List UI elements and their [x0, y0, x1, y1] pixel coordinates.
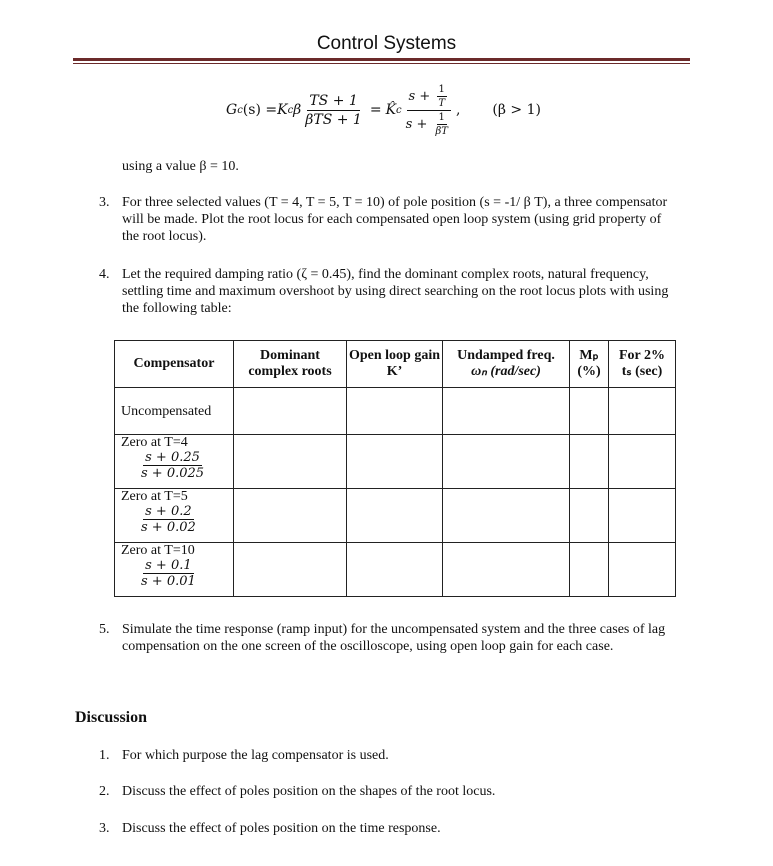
- cell-empty: [609, 388, 676, 435]
- row-t4-label: Zero at T=4: [121, 435, 188, 450]
- th-dominant: Dominant complex roots: [234, 341, 347, 388]
- eq-khat-sub: c: [396, 104, 402, 116]
- row-t10-den: s + 0.01: [141, 574, 196, 589]
- cell-empty: [443, 489, 570, 543]
- eq-comma: ,: [455, 102, 461, 118]
- table-header-row: [115, 341, 676, 388]
- header-rule-thick: [73, 58, 690, 61]
- row-t4-num: s + 0.25: [145, 450, 200, 465]
- eq-beta: β: [293, 102, 302, 118]
- th-ts-label: For 2%: [618, 348, 665, 363]
- th-mp: [570, 341, 609, 388]
- item-3-text: For three selected values (T = 4, T = 5, T = 10) of pole position (s = -1/ β T), a three compensator will be made. Plot the root locus for each compensated open loop system (using grid property of the root locus).: [122, 195, 668, 244]
- cell-empty: [570, 388, 609, 435]
- table-row: [115, 489, 676, 543]
- table-row: [115, 388, 676, 435]
- cell-empty: [234, 543, 347, 597]
- discussion-title: Discussion: [75, 709, 148, 726]
- item-5-number: 5.: [99, 622, 110, 637]
- th-compensator: Compensator: [115, 341, 234, 388]
- cell-empty: [347, 388, 443, 435]
- item-4-number: 4.: [99, 267, 110, 282]
- row-t5-num: s + 0.2: [145, 504, 192, 519]
- eq-frac1-den: βTS + 1: [305, 111, 362, 128]
- eq-equals: =: [369, 102, 382, 118]
- using-value-text: using a value β = 10.: [122, 159, 239, 174]
- item-4-text: Let the required damping ratio (ζ = 0.45), find the dominant complex roots, natural frequency, settling time and maximum overshoot by using direct searching on the root locus plots with using the following table:: [122, 267, 669, 316]
- disc-item-3-text: Discuss the effect of poles position on the time response.: [122, 821, 441, 836]
- cell-empty: [609, 489, 676, 543]
- table-row: [115, 543, 676, 597]
- row-t10-cell: [115, 543, 234, 597]
- row-t4-fraction: [115, 450, 233, 481]
- eq-frac2-den-small-den: βT: [435, 125, 448, 137]
- cell-empty: [234, 388, 347, 435]
- item-3-number: 3.: [99, 195, 110, 210]
- item-5-text: Simulate the time response (ramp input) for the uncompensated system and the three cases of lag compensation on the one screen of the oscilloscope, using open loop gain for each case.: [122, 622, 666, 654]
- eq-frac2-den: [404, 111, 454, 137]
- disc-item-1-text: For which purpose the lag compensator is used.: [122, 748, 389, 763]
- eq-frac2-num-s: s +: [408, 88, 431, 104]
- disc-item-3-number: 3.: [99, 821, 110, 836]
- eq-frac2-num: [407, 84, 452, 111]
- eq-lhs: G: [226, 102, 238, 118]
- row-t10-label: Zero at T=10: [121, 543, 195, 558]
- eq-condition: (β > 1): [492, 102, 541, 118]
- cell-empty: [609, 543, 676, 597]
- cell-empty: [570, 489, 609, 543]
- eq-lhs-sub: c: [237, 104, 243, 116]
- row-t10-fraction: [115, 558, 233, 589]
- cell-empty: [570, 543, 609, 597]
- th-ts: [609, 341, 676, 388]
- row-t5-fraction: [115, 504, 233, 535]
- disc-item-2-number: 2.: [99, 784, 110, 799]
- eq-frac2-num-small: [436, 84, 447, 109]
- eq-fraction-2: [404, 84, 454, 137]
- table-row: [115, 435, 676, 489]
- eq-gain: K: [277, 102, 288, 118]
- cell-empty: [234, 435, 347, 489]
- row-t4-den: s + 0.025: [141, 466, 205, 481]
- header-rule-thin: [73, 63, 690, 64]
- eq-frac2-den-small: [433, 112, 449, 137]
- disc-item-2-text: Discuss the effect of poles position on the shapes of the root locus.: [122, 784, 496, 799]
- eq-khat: K̂: [385, 102, 397, 118]
- eq-fraction-1: [303, 93, 364, 128]
- cell-empty: [347, 543, 443, 597]
- cell-empty: [234, 489, 347, 543]
- th-freq-label: Undamped freq.: [457, 348, 555, 363]
- row-t10-num: s + 0.1: [145, 558, 192, 573]
- row-t5-cell: [115, 489, 234, 543]
- th-ts-unit: tₛ (sec): [621, 364, 663, 379]
- cell-empty: [443, 435, 570, 489]
- row-uncompensated-label: Uncompensated: [115, 388, 234, 435]
- th-freq-symbol: ωₙ (rad/sec): [471, 364, 541, 379]
- cell-empty: [443, 388, 570, 435]
- th-freq: [443, 341, 570, 388]
- cell-empty: [443, 543, 570, 597]
- compensator-equation: [226, 80, 541, 140]
- eq-frac2-den-small-num: 1: [438, 111, 445, 123]
- cell-empty: [347, 489, 443, 543]
- eq-frac2-den-s: s +: [405, 116, 428, 132]
- page-header-title: Control Systems: [316, 33, 457, 54]
- th-mp-label: Mₚ: [579, 348, 599, 363]
- eq-gain-sub: c: [287, 104, 294, 116]
- eq-frac1-num: TS + 1: [309, 92, 358, 109]
- th-gain: Open loop gain K’: [347, 341, 443, 388]
- th-mp-unit: (%): [577, 364, 601, 379]
- cell-empty: [570, 435, 609, 489]
- eq-frac2-num-small-num: 1: [438, 83, 445, 95]
- row-t5-den: s + 0.02: [141, 520, 196, 535]
- disc-item-1-number: 1.: [99, 748, 110, 763]
- cell-empty: [609, 435, 676, 489]
- eq-lhs-arg: (s) =: [242, 102, 278, 118]
- compensator-table: [114, 340, 676, 597]
- cell-empty: [347, 435, 443, 489]
- eq-frac2-num-small-den: T: [438, 97, 446, 109]
- row-t4-cell: [115, 435, 234, 489]
- row-t5-label: Zero at T=5: [121, 489, 188, 504]
